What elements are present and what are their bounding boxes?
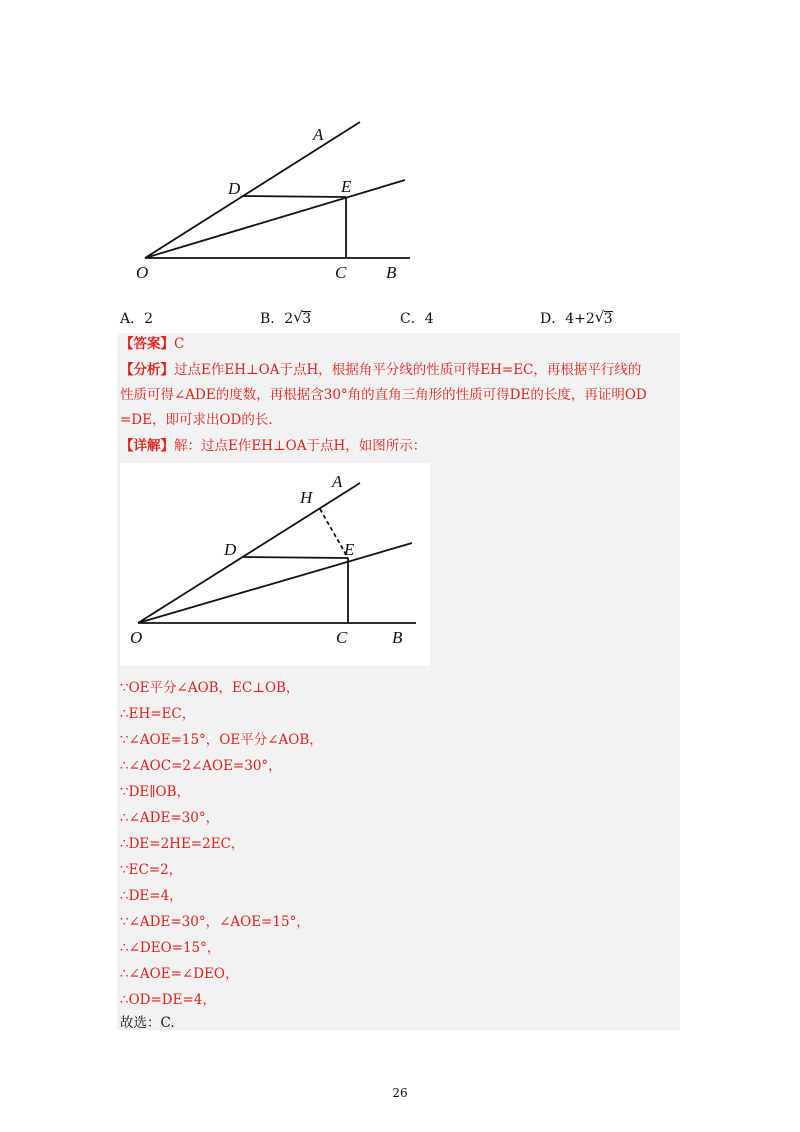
label-b: B <box>392 628 403 647</box>
label-o: O <box>130 628 143 647</box>
choice-a-letter: A． <box>120 311 145 327</box>
step-line-10: ∵∠ADE=30°，∠AOE=15°， <box>120 914 310 930</box>
label-a: A <box>313 125 324 144</box>
step-line-9: ∴DE=4， <box>120 888 183 904</box>
step-line-8: ∵EC=2， <box>120 862 183 878</box>
detail-intro: 解：过点E作EH⊥OA于点H，如图所示： <box>174 438 427 454</box>
ray-oe <box>138 543 412 623</box>
conclusion-line: 故选：C. <box>120 1015 175 1031</box>
choice-d <box>540 308 613 328</box>
answer-line <box>120 334 184 354</box>
choice-d-radicand: 3 <box>603 311 613 327</box>
geometry-figure-2-frame <box>120 463 430 666</box>
choice-c-letter: C． <box>400 311 425 327</box>
analysis-line-3: =DE，即可求出OD的长. <box>120 412 273 428</box>
label-d: D <box>224 540 237 559</box>
step-line-3: ∵∠AOE=15°，OE平分∠AOB， <box>120 732 323 748</box>
label-e: E <box>344 540 355 559</box>
step-line-7: ∴DE=2HE=2EC， <box>120 836 245 852</box>
step-line-13: ∴OD=DE=4， <box>120 992 216 1008</box>
step-line-4: ∴∠AOC=2∠AOE=30°， <box>120 758 282 774</box>
choice-b <box>260 308 311 328</box>
detail-tag: 【详解】 <box>120 438 174 454</box>
step-line-12: ∴∠AOE=∠DEO， <box>120 966 239 982</box>
step-line-5: ∵DE∥OB， <box>120 784 190 800</box>
label-c: C <box>336 628 348 647</box>
analysis-text-1: 过点E作EH⊥OA于点H，根据角平分线的性质可得EH=EC，再根据平行线的 <box>174 362 642 378</box>
choice-b-prefix: 2 <box>284 311 294 327</box>
answer-choices <box>120 308 680 330</box>
choice-d-prefix: 4+2 <box>565 311 595 327</box>
label-e: E <box>341 177 352 196</box>
analysis-line-1 <box>120 360 641 380</box>
ray-oa <box>138 483 360 623</box>
step-line-6: ∴∠ADE=30°， <box>120 810 220 826</box>
detail-line <box>120 436 426 456</box>
label-a: A <box>332 472 343 491</box>
step-line-1: ∵OE平分∠AOB，EC⊥OB， <box>120 680 300 696</box>
choice-a <box>120 308 153 328</box>
step-line-11: ∴∠DEO=15°， <box>120 940 221 956</box>
solution-panel <box>117 333 680 1030</box>
geometry-figure-2 <box>120 463 430 666</box>
sqrt-symbol: √ 3 <box>594 308 613 327</box>
label-o: O <box>136 263 149 282</box>
label-h: H <box>300 488 313 507</box>
segment-de <box>242 196 346 197</box>
choice-b-letter: B． <box>260 311 285 327</box>
step-line-2: ∴EH=EC， <box>120 706 196 722</box>
choice-c <box>400 308 434 328</box>
analysis-line-2: 性质可得∠ADE的度数，再根据含30°角的直角三角形的性质可得DE的长度，再证明OD <box>120 387 647 403</box>
label-b: B <box>386 263 397 282</box>
segment-de <box>242 557 348 558</box>
label-d: D <box>228 179 241 198</box>
label-c: C <box>335 263 347 282</box>
geometry-figure-1 <box>130 112 430 292</box>
ray-oa <box>145 122 360 258</box>
choice-a-value: 2 <box>144 311 154 327</box>
choice-d-letter: D． <box>540 311 566 327</box>
page-number: 26 <box>392 1086 408 1100</box>
ray-oe <box>145 180 405 258</box>
sqrt-symbol: √ 3 <box>293 308 312 327</box>
answer-value: C <box>174 336 185 352</box>
analysis-tag: 【分析】 <box>120 362 174 378</box>
answer-tag: 【答案】 <box>120 336 174 352</box>
choice-b-radicand: 3 <box>302 311 312 327</box>
choice-c-value: 4 <box>424 311 434 327</box>
